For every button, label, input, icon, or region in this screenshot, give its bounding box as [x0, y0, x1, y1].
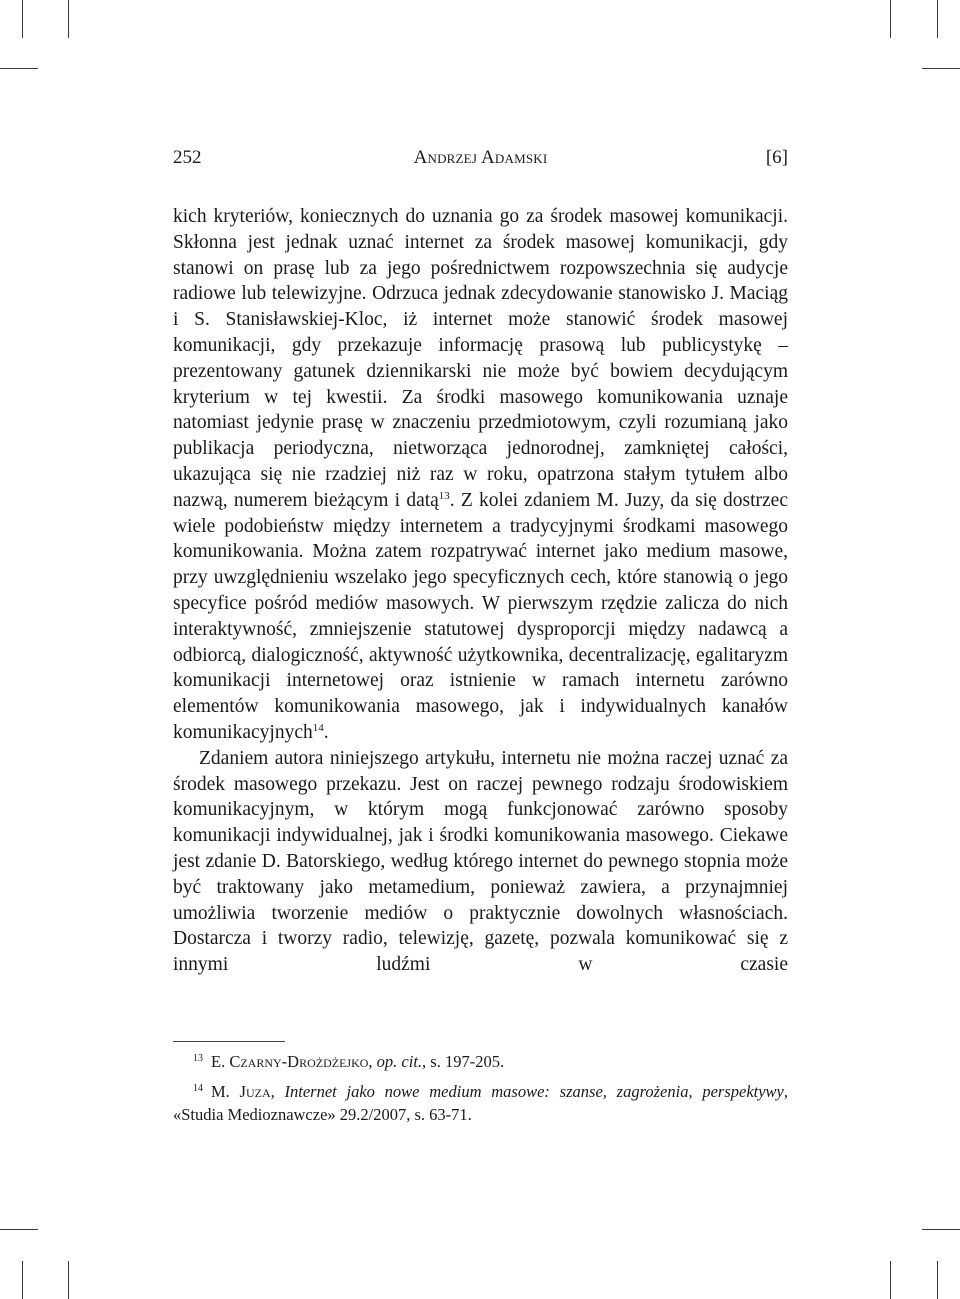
- footnote: [173, 1080, 788, 1126]
- main-text: [173, 204, 788, 978]
- running-header: [173, 147, 788, 177]
- crop-mark: [937, 1261, 938, 1299]
- footnote-title: op. cit.: [376, 1052, 423, 1071]
- footnote-number: 13: [193, 1053, 203, 1064]
- crop-mark: [937, 0, 938, 38]
- crop-mark: [22, 1261, 23, 1299]
- paragraph-text: .: [323, 721, 329, 743]
- footnote: [173, 1050, 788, 1073]
- crop-mark: [0, 1229, 38, 1230]
- footnote-ref[interactable]: 14: [312, 721, 324, 734]
- footnote-ref[interactable]: 13: [438, 489, 450, 502]
- paragraph: [173, 204, 788, 746]
- footnote-title: Internet jako nowe medium masowe: szanse, zagrożenia, perspektywy: [284, 1082, 784, 1101]
- crop-mark: [68, 1261, 69, 1299]
- footnote-author: E. Czarny-Drożdżejko,: [211, 1052, 373, 1071]
- footnote-rest: , s. 197-205.: [422, 1052, 505, 1071]
- footnote-author: M. Juza,: [211, 1082, 275, 1101]
- paragraph-text: . Z kolei zdaniem M. Juzy, da się dostrzec wiele podobieństw między internetem a tradycyjnymi środkami masowego komunikowania. Można zatem rozpatrywać internet jako medium masowe, przy uwzględnieniu wszelako jego specyficznych cech, które stanowią o jego specyfice pośród mediów masowych. W pierwszym rzędzie zalicza do nich interaktywność, zmniejszenie statutowej dysproporcji między nadawcą a odbiorcą, dialogiczność, aktywność użytkownika, decentralizację, egalitaryzm komunikacji internetowej oraz istnienie w ramach internetu zarówno elementów komunikowania masowego, jak i indywidualnych kanałów komunikacyjnych: [173, 489, 788, 743]
- footnote-number: 14: [193, 1083, 203, 1094]
- footnote-rest: , «Studia Medioznawcze» 29.2/2007, s. 63-71.: [173, 1082, 789, 1124]
- page-number: 252: [173, 147, 202, 168]
- footnotes: [173, 1050, 788, 1133]
- crop-mark: [890, 0, 891, 38]
- running-author: Andrzej Adamski: [413, 147, 548, 168]
- paragraph: Zdaniem autora niniejszego artykułu, internetu nie można raczej uznać za środek masowego przekazu. Jest on raczej pewnego rodzaju środowiskiem komunikacyjnym, w którym mogą funkcjonować zarówno sposoby komunikacji indywidualnej, jak i środki komunikowania masowego. Ciekawe jest zdanie D. Batorskiego, według którego internet do pewnego stopnia może być traktowany jako metamedium, ponieważ zawiera, a przynajmniej umożliwia tworzenie mediów o praktycznie dowolnych własnościach. Dostarcza i tworzy radio, telewizję, gazetę, pozwala komunikować się z innymi ludźmi w czasie: [173, 747, 788, 976]
- footnote-separator: [173, 1041, 285, 1042]
- crop-mark: [890, 1261, 891, 1299]
- crop-mark: [22, 0, 23, 38]
- crop-mark: [922, 68, 960, 69]
- crop-mark: [0, 68, 38, 69]
- section-number: [6]: [765, 147, 788, 168]
- paragraph-text: kich kryteriów, koniecznych do uznania go za środek masowej komunikacji. Skłonna jest jednak uznać internet za środek masowej komunikacji, gdy stanowi on prasę lub za jego pośrednictwem rozpowszechnia się audycje radiowe lub telewizyjne. Odrzuca jednak zdecydowanie stanowisko J. Maciąg i S. Stanisławskiej-Kloc, iż internet może stanowić środek masowej komunikacji, gdy przekazuje informację prasową lub publicystykę – prezentowany gatunek dziennikarski nie może być bowiem decydującym kryterium w tej kwestii. Za środki masowego komunikowania uznaje natomiast jedynie prasę w znaczeniu przedmiotowym, czyli rozumianą jako publikacja periodyczna, nietworząca jednorodnej, zamkniętej całości, ukazująca się nie rzadziej niż raz w roku, opatrzona stałym tytułem albo nazwą, numerem bieżącym i datą: [173, 206, 788, 511]
- crop-mark: [922, 1229, 960, 1230]
- crop-mark: [68, 0, 69, 38]
